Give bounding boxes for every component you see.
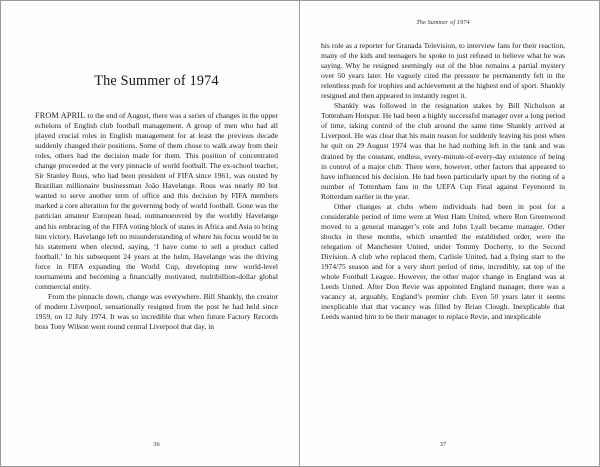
paragraph [321, 101, 565, 201]
opening-small-caps: FROM APRIL [35, 111, 86, 120]
body-text-recto [321, 41, 565, 322]
body-text-verso [35, 111, 278, 332]
paragraph-text: From the pinnacle down, change was everywhere. Bill Shankly, the creator of modern Liverpool, sensationally resigned from the post he had held since 1959, on 12 July 1974. It was so incredible that when future Factory Records boss Tony Wilson went round central Liverpool that day, in [35, 291, 278, 331]
chapter-title: The Summer of 1974 [94, 73, 219, 89]
page-number-recto: 37 [439, 441, 447, 448]
paragraph-text: his role as a reporter for Granada Television, to interview fans for their reaction, many of the kids and teenagers he spoke to just refused to believe what he was saying. Why he resigned seemingly out of the blue remains a partial mystery over 50 years later. He vaguely cited the pressure he permanently felt in the relentless push for trophies and achievement at the highest end of sport. Shankly resigned and then appeared to instantly regret it. [321, 41, 565, 101]
page-recto [300, 1, 599, 466]
paragraph-text: to the end of August, there was a series of changes in the upper echelons of English club football management. A group of men who had all played crucial roles in English management for at least the previous decade suddenly changed their positions. Some of them chose to walk away from their roles, others had the decision made for them. This position of concentrated change proceeded at the very pinnacle of world football. The ex-school teacher, Sir Stanley Rous, who had been president of FIFA since 1961, was ousted by Brazilian millionaire businessman João Havelange. Rous was nearly 80 but wanted to serve another term of office and this decision by FIFA members marked a core alteration for the governing body of world football. Gone was the patrician amateur European head, outmanoeuvred by the worldly Havelange and his embracing of the FIFA voting block of states in Africa and Asia to bring him victory. Havelange left no misunderstanding of where his focus would be in his statement when elected, saying, ‘I have come to sell a product called football.’ In his subsequent 24 years at the helm, Havelange was the driving force in FIFA expanding the World Cup, developing new world-level tournaments and becoming a financially motivated, multibillion-dollar global commercial entity. [35, 111, 278, 291]
running-head-recto: The Summer of 1974 [416, 20, 470, 26]
page-verso [1, 1, 300, 466]
paragraph [321, 202, 565, 323]
paragraph-text: Shankly was followed in the resignation stakes by Bill Nicholson at Tottenham Hotspur. He had been a highly successful manager over a long period of time, taking control of the club around the same time Shankly arrived at Liverpool. He was clear that his main reason for suddenly leaving his post when he quit on 29 August 1974 was that he had nothing left in the tank and was drained by the constant, endless, every-minute-of-every-day existence of being in control of a major club. There were, however, other factors that appeared to have influenced his decision. He had been particularly upset by the rioting of a number of Tottenham fans in the UEFA Cup Final against Feyenoord in Rotterdam earlier in the year. [321, 101, 565, 201]
paragraph [35, 292, 278, 332]
paragraph-text: Other changes at clubs where individuals had been in post for a considerable period of time were at West Ham United, where Ron Greenwood moved to a general manager’s role and John Lyall became manager. Other shocks in these months, which unsettled the established order, were the relegation of Manchester United, under Tommy Docherty, to the Second Division. A club who replaced them, Carlisle United, had a flying start to the 1974/75 season and for a very short period of time, incredibly, sat top of the whole Football League. However, the other major change in England was at Leeds United. After Don Revie was appointed England manager, there was a vacancy at, arguably, England’s premier club. Even 50 years later it seems inexplicable that that vacancy was filled by Brian Clough. Inexplicable that Leeds wanted him to be their manager to replace Revie, and inexplicable [321, 201, 565, 322]
paragraph [35, 111, 278, 292]
page-number-verso: 36 [153, 441, 160, 448]
paragraph [321, 41, 565, 101]
